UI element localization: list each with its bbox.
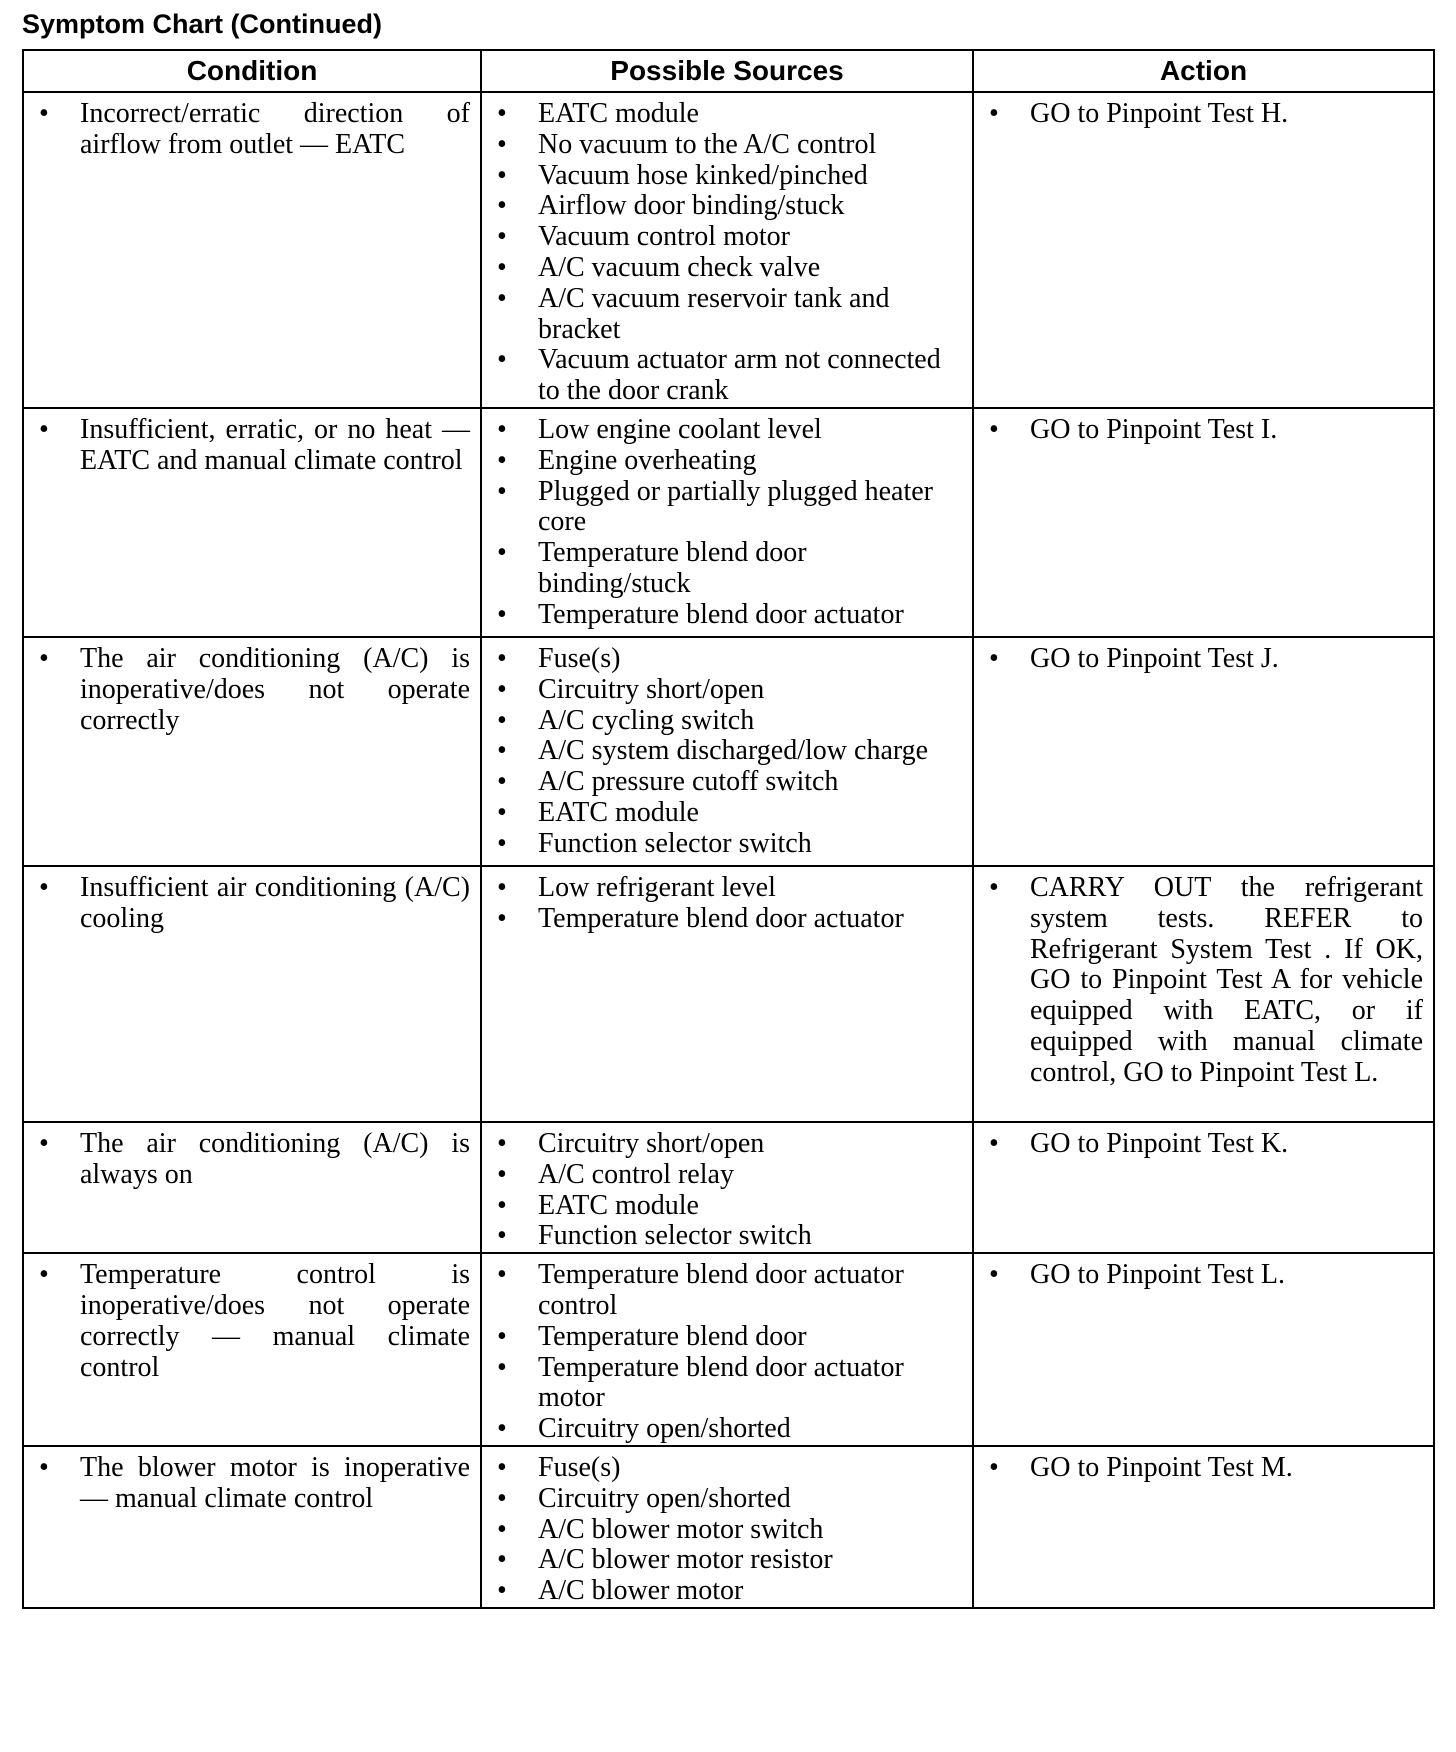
condition-list	[34, 644, 470, 736]
source-item: • Airflow door binding/stuck	[492, 191, 962, 222]
source-item: • A/C blower motor resistor	[492, 1545, 962, 1576]
possible-sources-cell	[481, 1122, 973, 1253]
header-possible-sources: Possible Sources	[481, 50, 973, 92]
action-list	[984, 1453, 1423, 1484]
condition-cell	[23, 637, 481, 866]
source-item: • Temperature blend door binding/stuck	[492, 538, 962, 600]
source-item: • Circuitry open/shorted	[492, 1484, 962, 1515]
table-row	[23, 1122, 1434, 1253]
condition-cell	[23, 1446, 481, 1608]
table-row	[23, 866, 1434, 1122]
possible-sources-list	[492, 99, 962, 407]
table-body	[23, 92, 1434, 1608]
possible-sources-list	[492, 644, 962, 860]
condition-cell	[23, 1253, 481, 1446]
source-item: • A/C cycling switch	[492, 706, 962, 737]
action-list	[984, 1129, 1423, 1160]
possible-sources-cell	[481, 408, 973, 637]
action-text: • GO to Pinpoint Test I.	[984, 415, 1423, 446]
action-cell	[973, 1446, 1434, 1608]
possible-sources-cell	[481, 637, 973, 866]
action-text: • CARRY OUT the refrigerant system tests. REFER to Refrigerant System Test . If OK, GO to Pinpoint Test A for vehicle equipped with EATC, or if equipped with manual climate control, GO to Pinpoint Test L.	[984, 873, 1423, 1089]
source-item: • Plugged or partially plugged heater core	[492, 477, 962, 539]
source-item: • EATC module	[492, 1191, 962, 1222]
condition-text: • Insufficient air conditioning (A/C) cooling	[34, 873, 470, 935]
possible-sources-cell	[481, 866, 973, 1122]
source-item: • Fuse(s)	[492, 644, 962, 675]
action-list	[984, 415, 1423, 446]
table-header-row	[23, 50, 1434, 92]
condition-text: • The blower motor is inoperative — manual climate control	[34, 1453, 470, 1515]
header-action: Action	[973, 50, 1434, 92]
table-row	[23, 1446, 1434, 1608]
possible-sources-list	[492, 1129, 962, 1252]
condition-text: • The air conditioning (A/C) is always on	[34, 1129, 470, 1191]
table-row	[23, 92, 1434, 408]
possible-sources-cell	[481, 92, 973, 408]
action-cell	[973, 92, 1434, 408]
condition-text: • Incorrect/erratic direction of airflow from outlet — EATC	[34, 99, 470, 161]
source-item: • Low refrigerant level	[492, 873, 962, 904]
source-item: • Temperature blend door actuator control	[492, 1260, 962, 1322]
symptom-chart-table	[22, 49, 1435, 1609]
header-condition: Condition	[23, 50, 481, 92]
source-item: • A/C vacuum check valve	[492, 253, 962, 284]
action-cell	[973, 1122, 1434, 1253]
source-item: • Low engine coolant level	[492, 415, 962, 446]
condition-text: • Temperature control is inoperative/does not operate correctly — manual climate control	[34, 1260, 470, 1383]
action-cell	[973, 1253, 1434, 1446]
action-text: • GO to Pinpoint Test J.	[984, 644, 1423, 675]
condition-cell	[23, 1122, 481, 1253]
condition-cell	[23, 866, 481, 1122]
source-item: • Circuitry open/shorted	[492, 1414, 962, 1445]
condition-list	[34, 1129, 470, 1191]
condition-list	[34, 1260, 470, 1383]
action-list	[984, 873, 1423, 1089]
condition-cell	[23, 92, 481, 408]
condition-list	[34, 873, 470, 935]
action-cell	[973, 866, 1434, 1122]
source-item: • A/C control relay	[492, 1160, 962, 1191]
source-item: • A/C system discharged/low charge	[492, 736, 962, 767]
source-item: • A/C blower motor	[492, 1576, 962, 1607]
source-item: • Circuitry short/open	[492, 1129, 962, 1160]
page-title: Symptom Chart (Continued)	[22, 9, 382, 39]
action-text: • GO to Pinpoint Test L.	[984, 1260, 1423, 1291]
action-text: • GO to Pinpoint Test M.	[984, 1453, 1423, 1484]
source-item: • A/C vacuum reservoir tank and bracket	[492, 284, 962, 346]
source-item: • No vacuum to the A/C control	[492, 130, 962, 161]
table-row	[23, 408, 1434, 637]
source-item: • A/C pressure cutoff switch	[492, 767, 962, 798]
action-cell	[973, 637, 1434, 866]
source-item: • Circuitry short/open	[492, 675, 962, 706]
possible-sources-list	[492, 415, 962, 631]
condition-list	[34, 1453, 470, 1515]
source-item: • Temperature blend door actuator	[492, 600, 962, 631]
possible-sources-list	[492, 1260, 962, 1445]
source-item: • Temperature blend door actuator	[492, 904, 962, 935]
possible-sources-cell	[481, 1446, 973, 1608]
condition-cell	[23, 408, 481, 637]
possible-sources-list	[492, 873, 962, 935]
action-text: • GO to Pinpoint Test K.	[984, 1129, 1423, 1160]
source-item: • Function selector switch	[492, 829, 962, 860]
action-list	[984, 99, 1423, 130]
source-item: • Temperature blend door	[492, 1322, 962, 1353]
source-item: • Vacuum hose kinked/pinched	[492, 161, 962, 192]
source-item: • EATC module	[492, 99, 962, 130]
action-text: • GO to Pinpoint Test H.	[984, 99, 1423, 130]
source-item: • Vacuum control motor	[492, 222, 962, 253]
table-row	[23, 1253, 1434, 1446]
condition-list	[34, 415, 470, 477]
source-item: • EATC module	[492, 798, 962, 829]
action-list	[984, 644, 1423, 675]
possible-sources-list	[492, 1453, 962, 1607]
source-item: • Function selector switch	[492, 1221, 962, 1252]
condition-text: • The air conditioning (A/C) is inoperative/does not operate correctly	[34, 644, 470, 736]
source-item: • Fuse(s)	[492, 1453, 962, 1484]
table-row	[23, 637, 1434, 866]
source-item: • Engine overheating	[492, 446, 962, 477]
condition-list	[34, 99, 470, 161]
action-cell	[973, 408, 1434, 637]
condition-text: • Insufficient, erratic, or no heat — EATC and manual climate control	[34, 415, 470, 477]
source-item: • Temperature blend door actuator motor	[492, 1353, 962, 1415]
source-item: • Vacuum actuator arm not connected to the door crank	[492, 345, 962, 407]
source-item: • A/C blower motor switch	[492, 1515, 962, 1546]
possible-sources-cell	[481, 1253, 973, 1446]
action-list	[984, 1260, 1423, 1291]
